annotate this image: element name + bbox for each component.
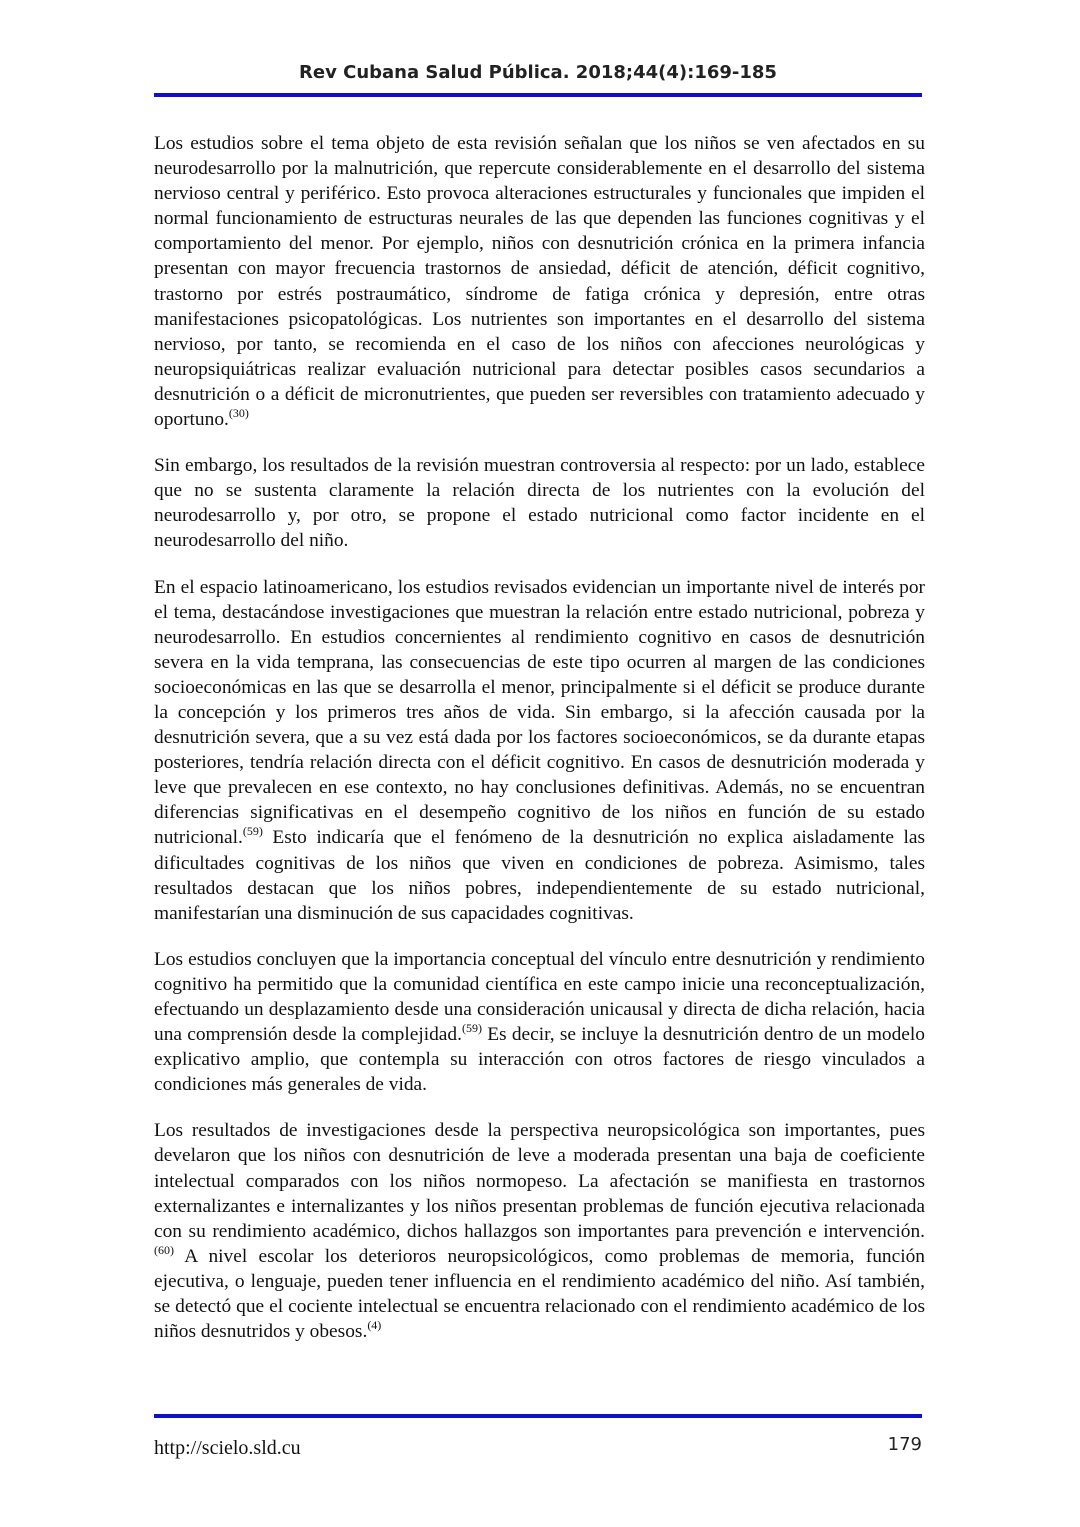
paragraph-4: [154, 947, 925, 1098]
paragraph-1: [154, 131, 925, 432]
paragraph-text: A nivel escolar los deterioros neuropsicológicos, como problemas de memoria, función ejecutiva, o lenguaje, pueden tener influencia en el rendimiento académico del niño. Así también, se detectó que el cociente intelectual se encuentra relacionado con el rendimiento académico de los niños desnutridos y obesos.: [154, 1245, 925, 1343]
paragraph-2: [154, 453, 925, 553]
paragraph-5: [154, 1118, 925, 1344]
paragraph-text: Sin embargo, los resultados de la revisión muestran controversia al respecto: por un lado, establece que no se sustenta claramente la relación directa de los nutrientes con la evolución del neurodesarrollo y, por otro, se propone el estado nutricional como factor incidente en el neurodesarrollo del niño.: [154, 455, 925, 552]
paragraph-3: [154, 575, 925, 926]
citation-reference: (59): [461, 1021, 482, 1036]
header-rule: [154, 93, 922, 97]
journal-header: Rev Cubana Salud Pública. 2018;44(4):169-185: [299, 62, 777, 83]
citation-reference: (59): [242, 824, 263, 839]
footer-rule: [154, 1414, 922, 1418]
article-body: [154, 131, 925, 1365]
paragraph-text: Esto indicaría que el fenómeno de la desnutrición no explica aisladamente las dificultades cognitivas de los niños que viven en condiciones de pobreza. Asimismo, tales resultados destacan que los niños pobres, independientemente de su estado nutricional, manifestarían una disminución de sus capacidades cognitivas.: [154, 827, 925, 924]
paragraph-text: Es decir, se incluye la desnutrición dentro de un modelo explicativo amplio, que contempla su interacción con otros factores de riesgo vinculados a condiciones más generales de vida.: [154, 1024, 925, 1096]
paragraph-text: En el espacio latinoamericano, los estudios revisados evidencian un importante nivel de interés por el tema, destacándose investigaciones que muestran la relación entre estado nutricional, pobreza y neurodesarrollo. En estudios concernientes al rendimiento cognitivo en casos de desnutrición severa en la vida temprana, las consecuencias de este tipo ocurren al margen de las condiciones socioeconómicas en las que se desarrolla el menor, principalmente si el déficit se produce durante la concepción y los primeros tres años de vida. Sin embargo, si la afección causada por la desnutrición severa, que a su vez está dada por los factores socioeconómicos, se da durante etapas posteriores, tendría relación directa con el déficit cognitivo. En casos de desnutrición moderada y leve que prevalecen en ese contexto, no hay conclusiones definitivas. Además, no se encuentran diferencias significativas en el desempeño cognitivo de los niños en función de su estado nutricional.: [154, 576, 925, 849]
page-number: 179: [887, 1434, 922, 1455]
citation-reference: (60): [154, 1242, 174, 1257]
citation-reference: (4): [367, 1318, 382, 1333]
footer-url: http://scielo.sld.cu: [154, 1437, 301, 1459]
paragraph-text: Los estudios sobre el tema objeto de esta revisión señalan que los niños se ven afectados en su neurodesarrollo por la malnutrición, que repercute considerablemente en el desarrollo del sistema nervioso central y periférico. Esto provoca alteraciones estructurales y funcionales que impiden el normal funcionamiento de estructuras neurales de las que dependen las funciones cognitivas y el comportamiento del menor. Por ejemplo, niños con desnutrición crónica en la primera infancia presentan con mayor frecuencia trastornos de ansiedad, déficit de atención, déficit cognitivo, trastorno por estrés postraumático, síndrome de fatiga crónica y depresión, entre otras manifestaciones psicopatológicas. Los nutrientes son importantes en el desarrollo del sistema nervioso, por tanto, se recomienda en el caso de los niños con afecciones neurológicas y neuropsiquiátricas realizar evaluación nutricional para detectar posibles casos secundarios a desnutrición o a déficit de micronutrientes, que pueden ser reversibles con tratamiento adecuado y oportuno.: [154, 133, 925, 431]
paragraph-text: Los estudios concluyen que la importancia conceptual del vínculo entre desnutrición y rendimiento cognitivo ha permitido que la comunidad científica en este campo inicie una reconceptualización, efectuando un desplazamiento desde una consideración unicausal y directa de dicha relación, hacia una comprensión desde la complejidad.: [154, 948, 925, 1046]
citation-reference: (30): [228, 406, 249, 421]
paragraph-text: Los resultados de investigaciones desde la perspectiva neuropsicológica son importantes, pues develaron que los niños con desnutrición de leve a moderada presentan una baja de coeficiente intelectual comparados con los niños normopeso. La afectación se manifiesta en trastornos externalizantes e internalizantes y los niños presentan problemas de función ejecutiva relacionada con su rendimiento académico, dichos hallazgos son importantes para prevención e intervención.: [154, 1120, 925, 1242]
